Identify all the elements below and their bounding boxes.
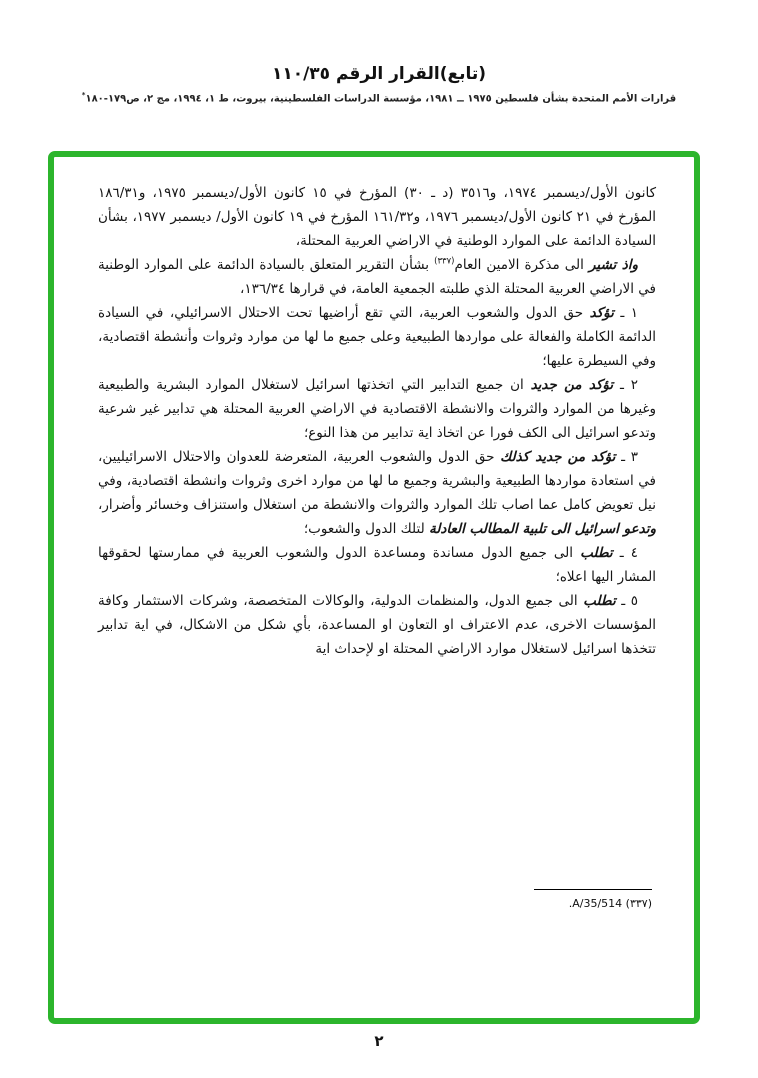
resolution-title: (تابع)القرار الرقم ١١٠/٣٥: [271, 64, 487, 84]
paragraph-number: ٥ ـ: [621, 593, 639, 609]
footnote-ref-marker: (٣٣٧): [434, 256, 455, 267]
paragraph-lead: واذ تشير: [588, 257, 639, 273]
page-header: [0, 64, 758, 104]
paragraph-preamble: [98, 253, 656, 301]
paragraph-lead: تؤكد من جديد: [530, 377, 614, 393]
paragraph-lead: تطلب: [580, 545, 613, 561]
page-number: ٢: [374, 1032, 384, 1050]
paragraph-text: لتلك الدول والشعوب؛: [303, 521, 425, 537]
footnote-text: (٣٣٧) A/35/514.: [568, 897, 652, 910]
footnote: [452, 889, 652, 910]
paragraph-text: ان جميع التدابير التي اتخذتها اسرائيل لاستغلال الموارد البشرية والطبيعية وغيرها من الموارد والثروات والانشطة الاقتصادية في الاراضي العربية المحتلة هي تدابير غير شرعية وتدعو اسرائيل الى الكف فورا عن اتخاذ اية تدابير من هذا النوع؛: [98, 377, 656, 441]
paragraph-operative-1: [98, 301, 656, 373]
document-frame: [48, 151, 700, 1024]
paragraph-text: الى جميع الدول مساندة ومساعدة الدول والشعوب العربية في ممارستها لحقوقها المشار اليها اعلاه؛: [98, 545, 656, 585]
paragraph-operative-3: [98, 445, 656, 541]
paragraph-text: الى مذكرة الامين العام: [454, 257, 584, 273]
source-footnote-mark: *: [81, 91, 86, 99]
paragraph-lead: تؤكد من جديد كذلك: [500, 449, 616, 465]
paragraph-continuation: [98, 181, 656, 253]
footnote-divider: [534, 889, 652, 890]
body-text: [98, 181, 656, 661]
paragraph-number: ٤ ـ: [619, 545, 639, 561]
paragraph-text: بشأن التقرير المتعلق بالسيادة الدائمة على الموارد الوطنية في الاراضي العربية المحتلة الذي طلبته الجمعية العامة، في قرارها ١٣٦/٣٤،: [98, 257, 656, 297]
paragraph-text: حق الدول والشعوب العربية، التي تقع أراضيها تحت الاحتلال الاسرائيلي، في السيادة الدائمة الكاملة والفعالة على مواردها الطبيعية وعلى جميع ما لها من موارد وثروات وأنشطة اقتصادية، وفي السيطرة عليها؛: [98, 305, 656, 369]
paragraph-lead: تؤكد: [589, 305, 614, 321]
paragraph-number: ١ ـ: [620, 305, 639, 321]
paragraph-lead: تطلب: [583, 593, 616, 609]
source-citation-line: [0, 91, 758, 104]
paragraph-text: الى جميع الدول، والمنظمات الدولية، والوكالات المتخصصة، وشركات الاستثمار وكافة المؤسسات الاخرى، عدم الاعتراف او التعاون او المساعدة، بأي شكل من الاشكال، في اية تدابير تتخذها اسرائيل لاستغلال موارد الاراضي المحتلة او لإحداث اية: [98, 593, 656, 657]
paragraph-text: كانون الأول/ديسمبر ١٩٧٤، و٣٥١٦ (د ـ ٣٠) المؤرخ في ١٥ كانون الأول/ديسمبر ١٩٧٥، و١٨٦/٣١ المؤرخ في ٢١ كانون الأول/ديسمبر ١٩٧٦، و١٦١/٣٢ المؤرخ في ١٩ كانون الأول/ ديسمبر ١٩٧٧، بشأن السيادة الدائمة على الموارد الوطنية في الاراضي العربية المحتلة،: [98, 185, 657, 249]
paragraph-operative-2: [98, 373, 656, 445]
paragraph-operative-4: [98, 541, 656, 589]
paragraph-operative-5: [98, 589, 656, 661]
paragraph-number: ٢ ـ: [619, 377, 639, 393]
paragraph-text: حق الدول والشعوب العربية، المتعرضة للعدوان والاحتلال الاسرائيليين، في استعادة مواردها الطبيعية والبشرية وجميع ما لها من موارد اخرى وثروات وانشطة اقتصادية، وفي نيل تعويض كامل عما اصاب تلك الموارد والثروات والانشطة من استغلال واستنزاف وخسائر وأضرار،: [98, 449, 656, 513]
source-citation-text: قرارات الأمم المتحدة بشأن فلسطين ١٩٧٥ ــ ١٩٨١، مؤسسة الدراسات الفلسطينية، بيروت، ط ١، ١٩٩٤، مج ٢، ص١٧٩-١٨٠: [85, 93, 677, 105]
paragraph-emphasis: وتدعو اسرائيل الى تلبية المطالب العادلة: [428, 521, 656, 537]
paragraph-number: ٣ ـ: [621, 449, 638, 465]
